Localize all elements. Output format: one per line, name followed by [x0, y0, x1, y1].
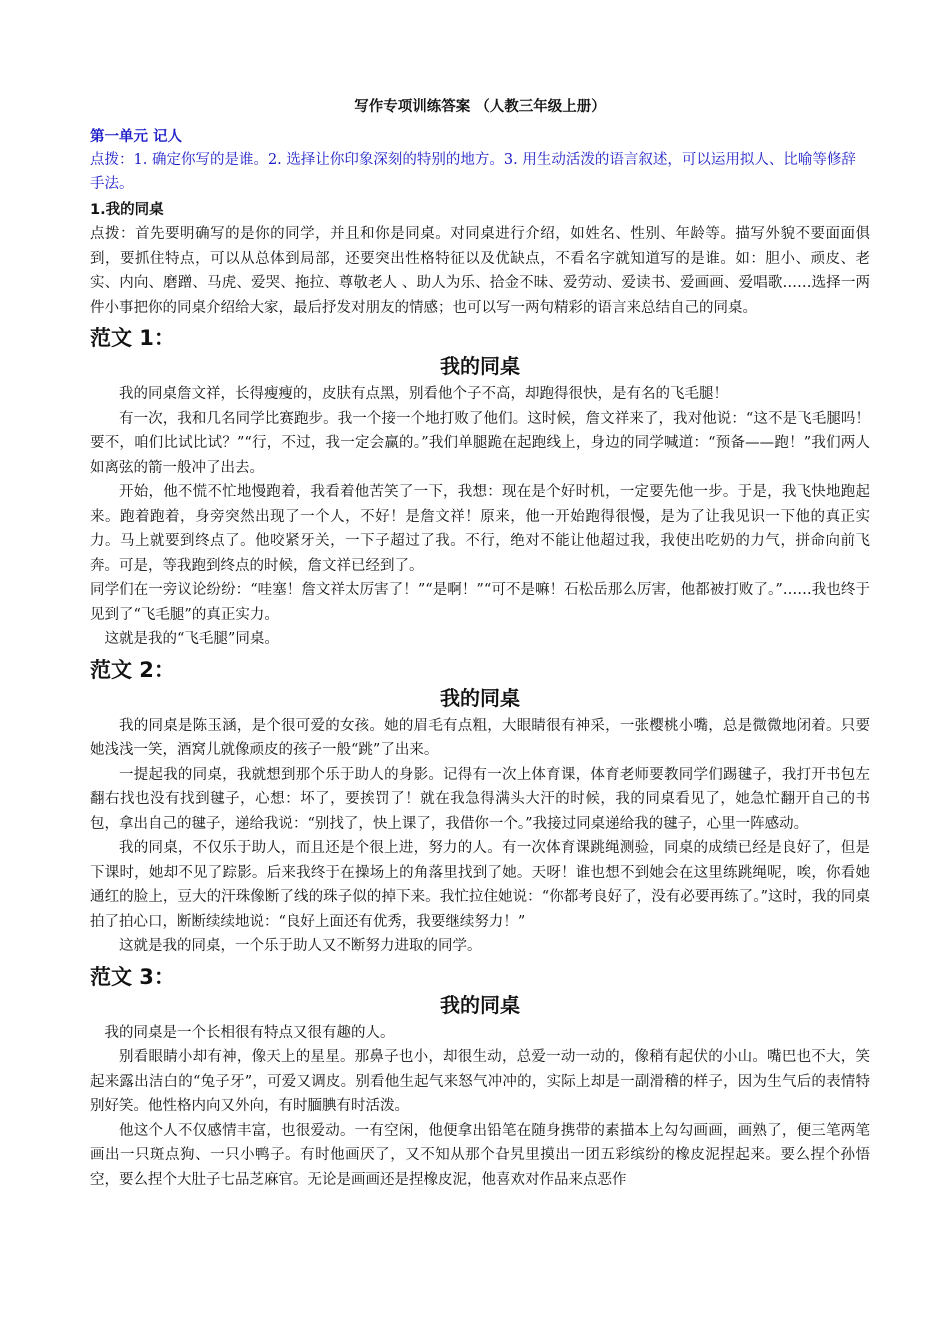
sample-essay-2 [90, 656, 870, 959]
essay-paragraph: 开始，他不慌不忙地慢跑着，我看着他苦笑了一下，我想：现在是个好时机，一定要先他一步。于是，我飞快地跑起来。跑着跑着，身旁突然出现了一个人，不好！是詹文祥！原来，他一开始跑得很慢，是为了让我见识一下他的真正实力。马上就要到终点了。他咬紧牙关，一下子超过了我。不行，绝对不能让他超过我，我使出吃奶的力气，拼命向前飞奔。可是，等我跑到终点的时候，詹文祥已经到了。 [90, 484, 870, 574]
document-page [90, 96, 870, 1192]
essay-paragraph: 一提起我的同桌，我就想到那个乐于助人的身影。记得有一次上体育课，体育老师要教同学们踢毽子，我打开书包左翻右找也没有找到毽子，心想：坏了，要挨罚了！就在我急得满头大汗的时候，我的同桌看见了，她急忙翻开自己的书包，拿出自己的毽子，递给我说：“别找了，快上课了，我借你一个。”我接过同桌递给我的毽子，心里一阵感动。 [90, 766, 870, 832]
essay-paragraph: 这就是我的“飞毛腿”同桌。 [104, 631, 279, 647]
unit-tip: 点拨：1. 确定你写的是谁。2. 选择让你印象深刻的特别的地方。3. 用生动活泼的语言叙述，可以运用拟人、比喻等修辞手法。 [90, 152, 856, 192]
essay-paragraph: 我的同桌是陈玉涵，是个很可爱的女孩。她的眉毛有点粗，大眼睛很有神采，一张樱桃小嘴，总是微微地闭着。只要她浅浅一笑，酒窝儿就像顽皮的孩子一般“跳”了出来。 [90, 717, 870, 758]
essay-paragraph: 他这个人不仅感情丰富，也很爱动。一有空闲，他便拿出铅笔在随身携带的素描本上勾勾画画，画熟了，便三笔两笔画出一只斑点狗、一只小鸭子。有时他画厌了，又不知从那个旮旯里摸出一团五彩缤纷的橡皮泥捏起来。要么捏个孙悟空，要么捏个大肚子七品芝麻官。无论是画画还是捏橡皮泥，他喜欢对作品来点恶作 [90, 1122, 870, 1188]
essay-paragraph: 我的同桌，不仅乐于助人，而且还是个很上进，努力的人。有一次体育课跳绳测验，同桌的成绩已经是良好了，但是下课时，她却不见了踪影。后来我终于在操场上的角落里找到了她。天呀！谁也想不到她会在这里练跳绳呢，唉，你看她通红的脸上，豆大的汗珠像断了线的珠子似的掉下来。我忙拉住她说：“你都考良好了，没有必要再练了。”这时，我的同桌拍了拍心口，断断续续地说：“良好上面还有优秀，我要继续努力！” [90, 840, 870, 930]
section-title: 1.我的同桌 [90, 202, 164, 218]
section-tip: 点拨：首先要明确写的是你的同学，并且和你是同桌。对同桌进行介绍，如姓名、性别、年龄等。描写外貌不要面面俱到，要抓住特点，可以从总体到局部，还要突出性格特征以及优缺点，不看名字就知道写的是谁。如：胆小、顽皮、老实、内向、磨蹭、马虎、爱哭、拖拉、尊敬老人 、助人为乐、拾金不昧、爱劳动、爱读书、爱画画、爱唱歌……选择一两件小事把你的同桌介绍给大家，最后抒发对朋友的情感；也可以写一两句精彩的语言来总结自己的同桌。 [90, 226, 870, 316]
sample-label: 范文 3： [90, 964, 175, 989]
essay-title: 我的同桌 [440, 992, 520, 1017]
essay-paragraph: 别看眼睛小却有神，像天上的星星。那鼻子也小，却很生动，总爱一动一动的，像稍有起伏的小山。嘴巴也不大，笑起来露出洁白的“兔子牙”，可爱又调皮。别看他生起气来怒气冲冲的，实际上却是一副滑稽的样子，因为生气后的表情特别好笑。他性格内向又外向，有时腼腆有时活泼。 [90, 1049, 870, 1114]
sample-label: 范文 1： [90, 326, 175, 350]
document-title: 写作专项训练答案 （人教三年级上册） [354, 98, 606, 115]
sample-essay-1 [90, 324, 870, 652]
unit-title: 第一单元 记人 [90, 128, 183, 145]
essay-paragraph: 我的同桌詹文祥，长得瘦瘦的，皮肤有点黑，别看他个子不高，却跑得很快，是有名的飞毛腿！ [119, 386, 728, 402]
essay-paragraph: 同学们在一旁议论纷纷：“哇塞！詹文祥太厉害了！”“是啊！”“可不是嘛！石松岳那么厉害，他都被打败了。”……我也终于见到了“飞毛腿”的真正实力。 [90, 582, 870, 623]
essay-title: 我的同桌 [440, 354, 520, 378]
essay-title: 我的同桌 [440, 685, 520, 710]
essay-paragraph: 我的同桌是一个长相很有特点又很有趣的人。 [104, 1024, 395, 1041]
sample-essay-3 [90, 963, 870, 1193]
essay-paragraph: 这就是我的同桌，一个乐于助人又不断努力进取的同学。 [119, 938, 482, 954]
essay-paragraph: 有一次，我和几名同学比赛跑步。我一个接一个地打败了他们。这时候，詹文祥来了，我对他说：“这不是飞毛腿吗！要不，咱们比试比试？”“行，不过，我一定会赢的。”我们单腿跪在起跑线上，身边的同学喊道：“预备——跑！”我们两人如离弦的箭一般冲了出去。 [90, 410, 870, 476]
sample-label: 范文 2： [90, 657, 175, 682]
